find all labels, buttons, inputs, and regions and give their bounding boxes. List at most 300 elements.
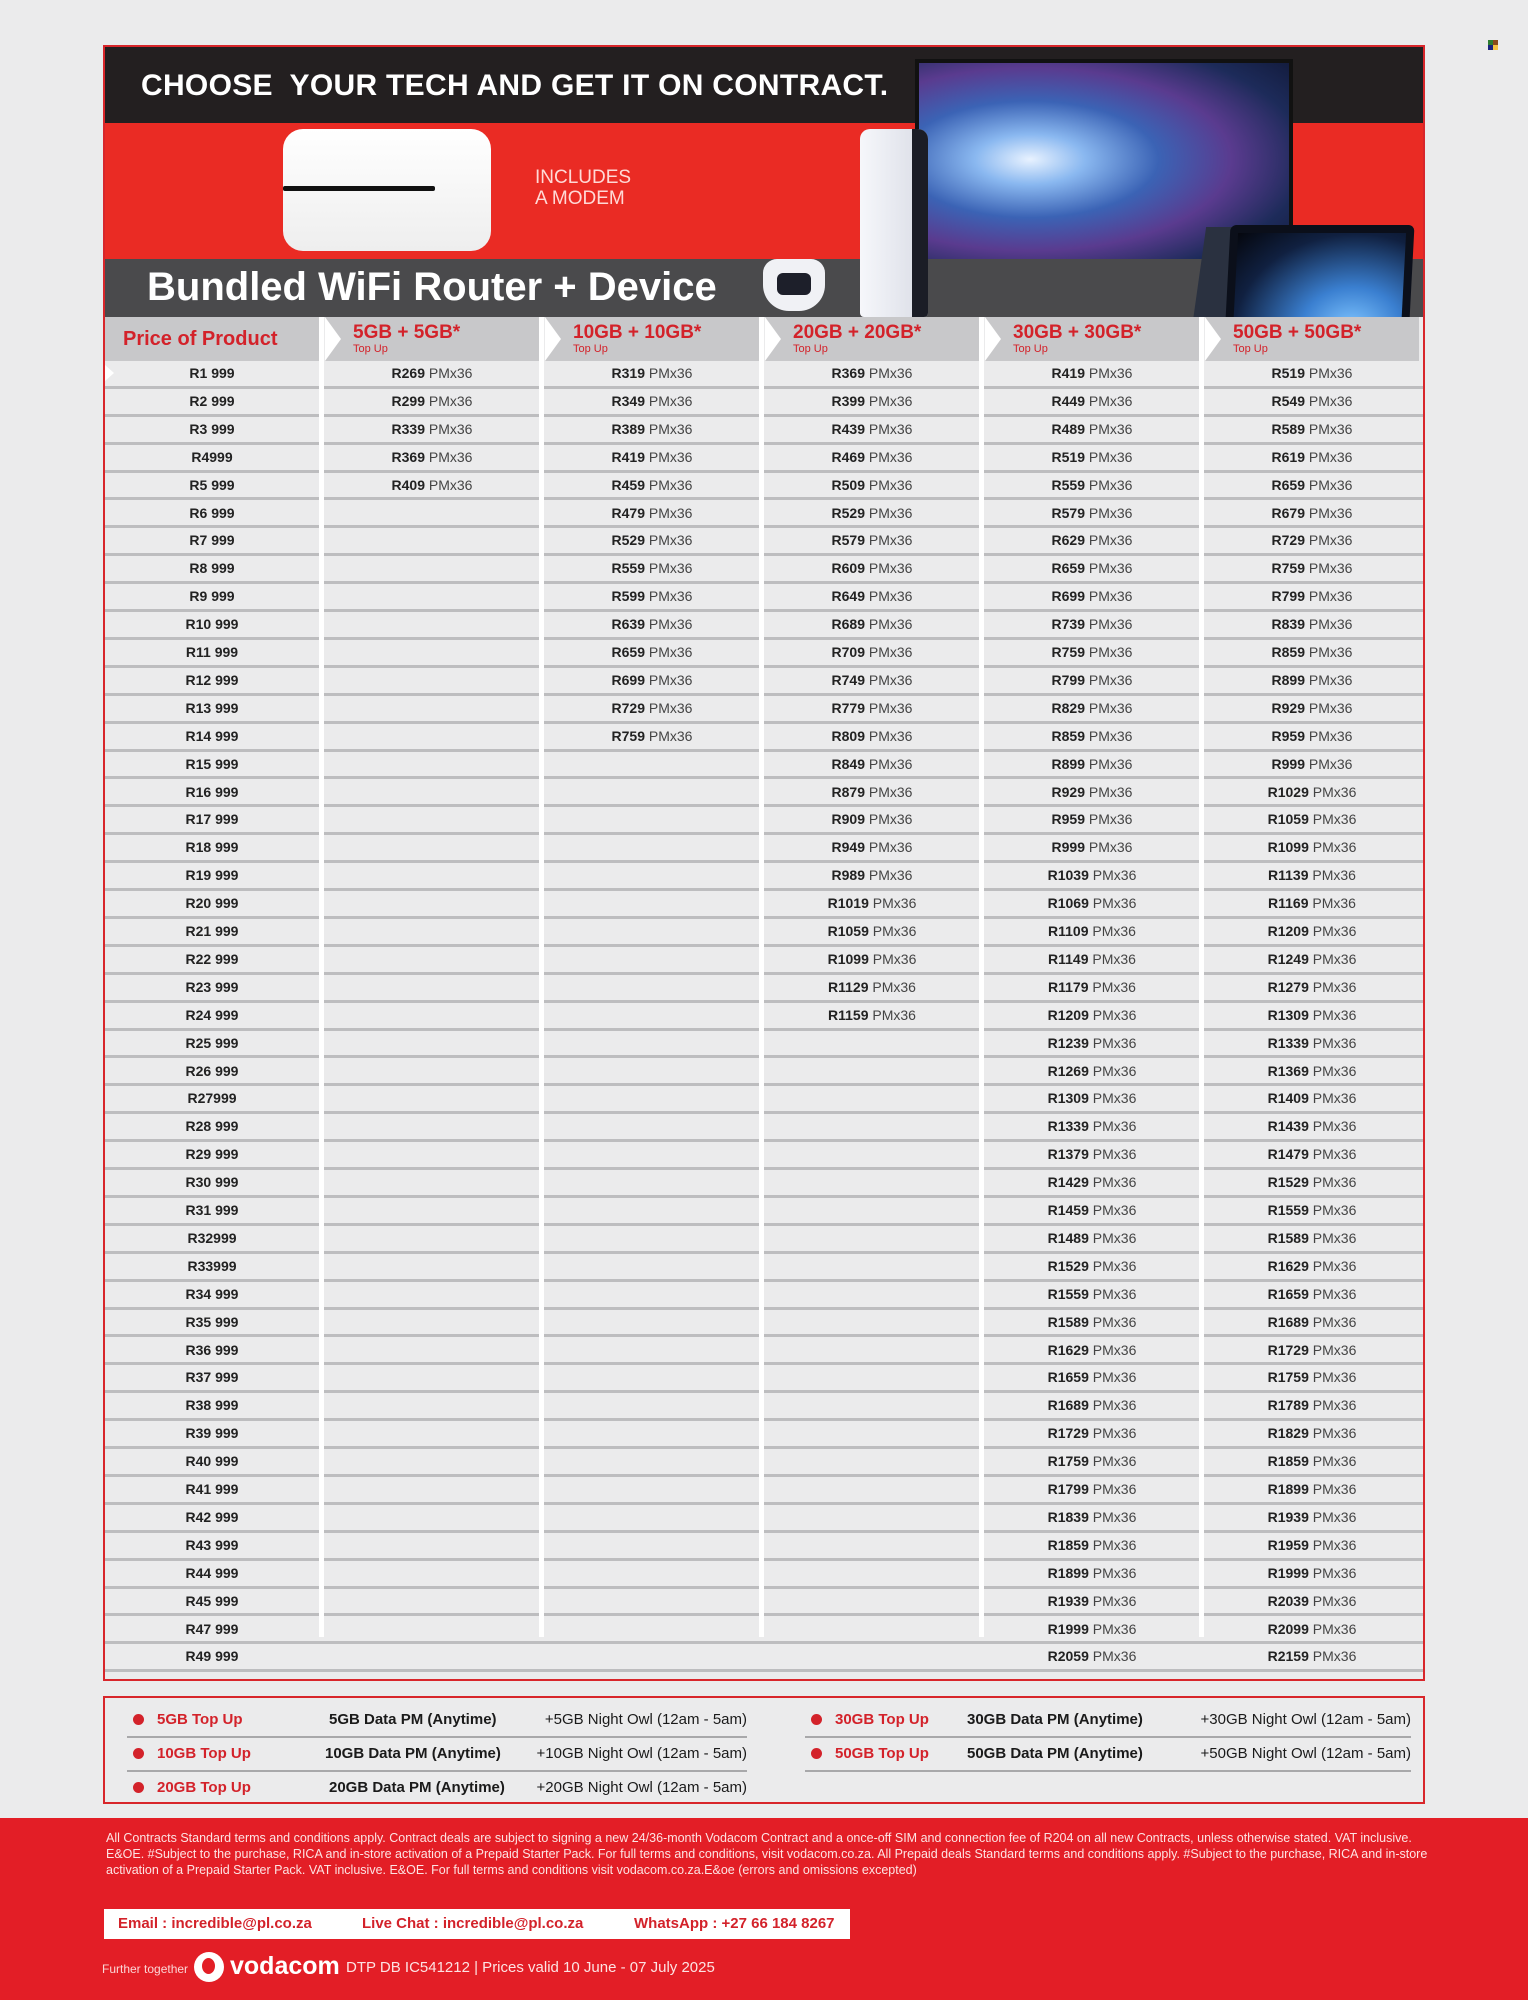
product-price: R26 999 bbox=[185, 1062, 239, 1079]
term-suffix: PMx36 bbox=[1308, 365, 1353, 381]
monthly-price-cell bbox=[1205, 835, 1419, 860]
monthly-price-cell bbox=[985, 975, 1199, 1000]
monthly-price-cell bbox=[545, 389, 759, 414]
product-price: R37 999 bbox=[185, 1369, 239, 1386]
plan-title: 5GB + 5GB* bbox=[353, 322, 461, 343]
term-suffix: PMx36 bbox=[1312, 1174, 1357, 1191]
monthly-price-cell bbox=[985, 919, 1199, 944]
monthly-amount: R749 bbox=[831, 671, 865, 688]
monthly-amount: R1379 bbox=[1047, 1146, 1089, 1163]
monthly-price-cell bbox=[985, 863, 1199, 888]
monthly-price-cell bbox=[985, 1170, 1199, 1195]
product-price: R23 999 bbox=[185, 978, 239, 995]
monthly-amount: R809 bbox=[831, 727, 865, 744]
monthly-amount: R859 bbox=[1271, 644, 1305, 660]
monthly-price-cell bbox=[1205, 1477, 1419, 1502]
plan-subtitle: Top Up bbox=[793, 343, 828, 355]
header-arrow-icon bbox=[545, 317, 561, 361]
plan-subtitle: Top Up bbox=[1013, 343, 1048, 355]
table-row bbox=[105, 417, 1423, 445]
table-row bbox=[105, 584, 1423, 612]
vodacom-logo-icon bbox=[194, 1952, 224, 1982]
monthly-amount: R2099 bbox=[1267, 1620, 1309, 1637]
monthly-price-cell bbox=[765, 724, 979, 749]
term-suffix: PMx36 bbox=[1308, 644, 1353, 660]
monthly-amount: R1339 bbox=[1267, 1034, 1309, 1051]
term-suffix: PMx36 bbox=[1088, 392, 1133, 409]
product-price: R9 999 bbox=[189, 588, 235, 605]
monthly-price-cell bbox=[545, 640, 759, 665]
vodacom-wordmark: vodacom bbox=[230, 1952, 340, 1980]
monthly-amount: R759 bbox=[1271, 560, 1305, 577]
monthly-price-cell bbox=[985, 1449, 1199, 1474]
term-suffix: PMx36 bbox=[1312, 1313, 1357, 1330]
monthly-amount: R1169 bbox=[1268, 895, 1309, 912]
table-row bbox=[105, 863, 1423, 891]
monthly-amount: R649 bbox=[831, 588, 865, 605]
legend-plan-name: 10GB Top Up bbox=[157, 1745, 251, 1762]
term-suffix: PMx36 bbox=[868, 867, 913, 884]
product-price: R32999 bbox=[187, 1229, 237, 1246]
corner-logo-icon bbox=[1488, 40, 1498, 50]
term-suffix: PMx36 bbox=[1092, 978, 1136, 995]
includes-line-2: A MODEM bbox=[535, 188, 625, 209]
term-suffix: PMx36 bbox=[1312, 1453, 1357, 1470]
term-suffix: PMx36 bbox=[1092, 1034, 1137, 1051]
product-price: R33999 bbox=[187, 1257, 237, 1274]
monthly-price-cell bbox=[985, 1505, 1199, 1530]
table-row bbox=[105, 1226, 1423, 1254]
term-suffix: PMx36 bbox=[868, 420, 913, 437]
monthly-price-cell bbox=[765, 584, 979, 609]
monthly-amount: R1239 bbox=[1047, 1034, 1089, 1051]
monthly-price-cell bbox=[325, 361, 539, 386]
term-suffix: PMx36 bbox=[1308, 420, 1353, 437]
monthly-price-cell bbox=[765, 975, 979, 1000]
term-suffix: PMx36 bbox=[1312, 1648, 1357, 1665]
term-suffix: PMx36 bbox=[1088, 448, 1133, 465]
product-price: R39 999 bbox=[185, 1425, 239, 1442]
term-suffix: PMx36 bbox=[1308, 560, 1353, 577]
term-suffix: PMx36 bbox=[648, 476, 693, 493]
monthly-price-cell bbox=[1205, 1644, 1419, 1669]
term-suffix: PMx36 bbox=[1312, 923, 1357, 939]
product-price: R41 999 bbox=[185, 1481, 239, 1497]
bullet-dot-icon bbox=[133, 1714, 144, 1725]
term-suffix: PMx36 bbox=[868, 560, 913, 577]
monthly-price-cell bbox=[1205, 1282, 1419, 1307]
term-suffix: PMx36 bbox=[648, 644, 693, 660]
monthly-amount: R619 bbox=[1271, 448, 1305, 465]
bullet-dot-icon bbox=[133, 1748, 144, 1759]
monthly-price-cell bbox=[545, 528, 759, 553]
bullet-dot-icon bbox=[811, 1748, 822, 1759]
table-header bbox=[105, 317, 1423, 361]
monthly-price-cell bbox=[1205, 1505, 1419, 1530]
monthly-price-cell bbox=[1205, 780, 1419, 805]
product-price: R12 999 bbox=[185, 671, 239, 688]
term-suffix: PMx36 bbox=[1092, 1090, 1137, 1107]
monthly-price-cell bbox=[545, 556, 759, 581]
monthly-amount: R349 bbox=[611, 392, 645, 409]
email-contact[interactable]: Email : incredible@pl.co.za bbox=[118, 1915, 312, 1932]
monthly-amount: R1839 bbox=[1047, 1508, 1089, 1525]
monthly-amount: R1459 bbox=[1047, 1202, 1089, 1218]
legend-plan-name: 5GB Top Up bbox=[157, 1711, 243, 1728]
monthly-amount: R999 bbox=[1051, 839, 1085, 856]
monthly-amount: R1529 bbox=[1047, 1257, 1089, 1274]
monthly-price-cell bbox=[545, 361, 759, 386]
header-plan-5 bbox=[1205, 317, 1419, 361]
term-suffix: PMx36 bbox=[868, 504, 913, 521]
term-suffix: PMx36 bbox=[1092, 1369, 1137, 1386]
table-row bbox=[105, 361, 1423, 389]
monthly-amount: R1689 bbox=[1267, 1313, 1309, 1330]
monthly-price-cell bbox=[1205, 1589, 1419, 1614]
monthly-amount: R549 bbox=[1271, 392, 1305, 409]
monthly-amount: R1059 bbox=[827, 923, 869, 939]
monthly-price-cell bbox=[985, 1533, 1199, 1558]
table-row bbox=[105, 975, 1423, 1003]
monthly-amount: R1109 bbox=[1048, 923, 1089, 939]
term-suffix: PMx36 bbox=[1308, 448, 1353, 465]
monthly-amount: R1139 bbox=[1268, 867, 1309, 884]
term-suffix: PMx36 bbox=[1092, 1313, 1137, 1330]
product-price: R22 999 bbox=[185, 950, 239, 967]
monthly-price-cell bbox=[1205, 1142, 1419, 1167]
term-suffix: PMx36 bbox=[1312, 1592, 1357, 1609]
wifi-modem-image bbox=[283, 129, 491, 251]
plan-subtitle: Top Up bbox=[1233, 343, 1268, 355]
monthly-price-cell bbox=[985, 389, 1199, 414]
monthly-amount: R909 bbox=[831, 811, 865, 828]
term-suffix: PMx36 bbox=[1088, 420, 1133, 437]
monthly-amount: R1859 bbox=[1047, 1536, 1089, 1553]
monthly-amount: R1409 bbox=[1267, 1090, 1309, 1107]
monthly-amount: R679 bbox=[1271, 504, 1305, 521]
product-price: R14 999 bbox=[185, 727, 239, 744]
monthly-price-cell bbox=[1205, 696, 1419, 721]
term-suffix: PMx36 bbox=[648, 560, 693, 577]
term-suffix: PMx36 bbox=[1312, 1285, 1357, 1302]
term-suffix: PMx36 bbox=[1092, 1425, 1137, 1442]
monthly-amount: R1799 bbox=[1047, 1481, 1089, 1497]
legend-item bbox=[805, 1704, 1411, 1738]
monthly-amount: R1059 bbox=[1267, 811, 1309, 828]
monthly-price-cell bbox=[765, 417, 979, 442]
monthly-price-cell bbox=[985, 807, 1199, 832]
term-suffix: PMx36 bbox=[1312, 1481, 1357, 1497]
table-row bbox=[105, 389, 1423, 417]
monthly-amount: R799 bbox=[1271, 588, 1305, 605]
term-suffix: PMx36 bbox=[648, 448, 693, 465]
monthly-amount: R1999 bbox=[1047, 1620, 1089, 1637]
monthly-amount: R1629 bbox=[1267, 1257, 1309, 1274]
term-suffix: PMx36 bbox=[1092, 1648, 1137, 1665]
monthly-amount: R689 bbox=[831, 616, 865, 633]
monthly-price-cell bbox=[985, 473, 1199, 498]
term-suffix: PMx36 bbox=[1312, 1369, 1357, 1386]
monthly-price-cell bbox=[765, 528, 979, 553]
monthly-amount: R929 bbox=[1271, 699, 1305, 716]
monthly-amount: R1129 bbox=[828, 978, 869, 995]
term-suffix: PMx36 bbox=[1088, 811, 1133, 828]
column-divider bbox=[979, 317, 984, 1637]
hero-subtitle: Bundled WiFi Router + Device bbox=[147, 265, 717, 309]
live-chat-contact[interactable]: Live Chat : incredible@pl.co.za bbox=[362, 1915, 584, 1932]
monthly-price-cell bbox=[325, 389, 539, 414]
table-row bbox=[105, 835, 1423, 863]
monthly-price-cell bbox=[1205, 473, 1419, 498]
monthly-price-cell bbox=[985, 501, 1199, 526]
term-suffix: PMx36 bbox=[428, 420, 473, 437]
term-suffix: PMx36 bbox=[1092, 1174, 1137, 1191]
whatsapp-contact[interactable]: WhatsApp : +27 66 184 8267 bbox=[634, 1915, 835, 1932]
term-suffix: PMx36 bbox=[428, 392, 473, 409]
monthly-price-cell bbox=[1205, 1365, 1419, 1390]
term-suffix: PMx36 bbox=[648, 392, 693, 409]
hero-banner bbox=[105, 47, 1423, 317]
monthly-amount: R599 bbox=[611, 588, 645, 605]
product-price: R15 999 bbox=[185, 755, 239, 772]
monthly-amount: R759 bbox=[611, 727, 645, 744]
monthly-price-cell bbox=[985, 668, 1199, 693]
table-row bbox=[105, 556, 1423, 584]
term-suffix: PMx36 bbox=[1312, 1118, 1357, 1135]
term-suffix: PMx36 bbox=[1312, 1090, 1357, 1107]
table-row bbox=[105, 528, 1423, 556]
product-price: R25 999 bbox=[185, 1034, 239, 1051]
term-suffix: PMx36 bbox=[1092, 1564, 1137, 1581]
monthly-amount: R779 bbox=[831, 699, 865, 716]
product-price: R28 999 bbox=[185, 1118, 239, 1135]
monthly-price-cell bbox=[765, 780, 979, 805]
monthly-price-cell bbox=[985, 724, 1199, 749]
term-suffix: PMx36 bbox=[1088, 839, 1133, 856]
monthly-amount: R1149 bbox=[1048, 950, 1089, 967]
product-price: R6 999 bbox=[189, 504, 235, 521]
monthly-price-cell bbox=[985, 417, 1199, 442]
monthly-amount: R459 bbox=[611, 476, 645, 493]
monthly-price-cell bbox=[1205, 361, 1419, 386]
monthly-price-cell bbox=[985, 445, 1199, 470]
monthly-amount: R1859 bbox=[1267, 1453, 1309, 1470]
table-row bbox=[105, 1617, 1423, 1645]
term-suffix: PMx36 bbox=[1308, 616, 1353, 633]
monthly-price-cell bbox=[985, 1561, 1199, 1586]
monthly-price-cell bbox=[1205, 584, 1419, 609]
table-row bbox=[105, 780, 1423, 808]
monthly-amount: R1069 bbox=[1047, 895, 1089, 912]
monthly-price-cell bbox=[1205, 807, 1419, 832]
monthly-price-cell bbox=[765, 752, 979, 777]
monthly-amount: R1959 bbox=[1267, 1536, 1309, 1553]
monthly-amount: R739 bbox=[1051, 616, 1085, 633]
term-suffix: PMx36 bbox=[1092, 1536, 1137, 1553]
table-row bbox=[105, 1170, 1423, 1198]
monthly-amount: R519 bbox=[1051, 448, 1085, 465]
table-row bbox=[105, 501, 1423, 529]
monthly-amount: R1439 bbox=[1267, 1118, 1309, 1135]
monthly-amount: R1629 bbox=[1047, 1341, 1089, 1358]
terms-and-conditions: All Contracts Standard terms and conditions apply. Contract deals are subject to signing a new 24/36-month Vodacom Contract and a once-off SIM and connection fee of R204 on all new Contracts, unless otherwise stated. VAT inclusive. E&OE. #Subject to the purchase, RICA and in-store activation of a Prepaid Starter Pack. For full terms and conditions, visit vodacom.co.za. All Prepaid deals Standard terms and conditions apply. #Subject to the purchase, RICA and in-store activation of a Prepaid Starter Pack. VAT inclusive. E&OE. For full terms and conditions visit vodacom.co.za.E&oe (errors and omissions excepted) bbox=[106, 1831, 1428, 1877]
monthly-price-cell bbox=[765, 501, 979, 526]
term-suffix: PMx36 bbox=[1092, 1118, 1137, 1135]
monthly-price-cell bbox=[985, 891, 1199, 916]
column-divider bbox=[319, 317, 324, 1637]
monthly-price-cell bbox=[765, 361, 979, 386]
monthly-amount: R1099 bbox=[1267, 839, 1309, 856]
monthly-price-cell bbox=[1205, 389, 1419, 414]
term-suffix: PMx36 bbox=[1312, 950, 1357, 967]
monthly-price-cell bbox=[1205, 1198, 1419, 1223]
monthly-price-cell bbox=[985, 780, 1199, 805]
monthly-price-cell bbox=[1205, 863, 1419, 888]
monthly-price-cell bbox=[765, 556, 979, 581]
monthly-amount: R1029 bbox=[1267, 783, 1309, 800]
monthly-price-cell bbox=[985, 1617, 1199, 1642]
monthly-price-cell bbox=[985, 1031, 1199, 1056]
monthly-price-cell bbox=[545, 612, 759, 637]
column-divider bbox=[539, 317, 544, 1637]
table-row bbox=[105, 640, 1423, 668]
monthly-price-cell bbox=[765, 696, 979, 721]
monthly-price-cell bbox=[985, 1421, 1199, 1446]
header-plan-4 bbox=[985, 317, 1199, 361]
term-suffix: PMx36 bbox=[872, 978, 916, 995]
product-price: R27999 bbox=[187, 1090, 237, 1107]
monthly-price-cell bbox=[1205, 1170, 1419, 1195]
header-plan-1 bbox=[325, 317, 539, 361]
monthly-price-cell bbox=[985, 1365, 1199, 1390]
monthly-price-cell bbox=[1205, 1059, 1419, 1084]
convertible-laptop-image bbox=[1223, 225, 1414, 317]
monthly-price-cell bbox=[1205, 668, 1419, 693]
term-suffix: PMx36 bbox=[1092, 895, 1137, 912]
monthly-price-cell bbox=[1205, 1114, 1419, 1139]
product-price: R30 999 bbox=[185, 1174, 239, 1191]
legend-plan-name: 50GB Top Up bbox=[835, 1745, 929, 1762]
term-suffix: PMx36 bbox=[1312, 1397, 1357, 1414]
term-suffix: PMx36 bbox=[1088, 365, 1133, 381]
product-price: R36 999 bbox=[185, 1341, 239, 1358]
table-row bbox=[105, 752, 1423, 780]
monthly-amount: R2039 bbox=[1267, 1592, 1309, 1609]
term-suffix: PMx36 bbox=[1312, 978, 1357, 995]
monthly-amount: R559 bbox=[611, 560, 645, 577]
product-price: R43 999 bbox=[185, 1536, 239, 1553]
monthly-amount: R709 bbox=[831, 644, 865, 660]
monthly-amount: R899 bbox=[1271, 671, 1305, 688]
term-suffix: PMx36 bbox=[1092, 1062, 1137, 1079]
monthly-price-cell bbox=[765, 389, 979, 414]
plan-subtitle: Top Up bbox=[573, 343, 608, 355]
monthly-price-cell bbox=[985, 1254, 1199, 1279]
monthly-price-cell bbox=[1205, 752, 1419, 777]
table-row bbox=[105, 1533, 1423, 1561]
monthly-price-cell bbox=[985, 361, 1199, 386]
term-suffix: PMx36 bbox=[868, 476, 913, 493]
monthly-price-cell bbox=[765, 919, 979, 944]
term-suffix: PMx36 bbox=[648, 420, 693, 437]
term-suffix: PMx36 bbox=[1092, 1006, 1137, 1023]
legend-item bbox=[127, 1738, 747, 1772]
term-suffix: PMx36 bbox=[1088, 783, 1133, 800]
table-row bbox=[105, 1421, 1423, 1449]
monthly-amount: R1689 bbox=[1047, 1397, 1089, 1414]
term-suffix: PMx36 bbox=[1312, 1564, 1357, 1581]
table-row bbox=[105, 1254, 1423, 1282]
tagline: Further together bbox=[102, 1962, 189, 1976]
product-price: R45 999 bbox=[185, 1592, 239, 1609]
term-suffix: PMx36 bbox=[868, 839, 913, 856]
monthly-price-cell bbox=[765, 1003, 979, 1028]
term-suffix: PMx36 bbox=[648, 727, 693, 744]
legend-night-owl: +50GB Night Owl (12am - 5am) bbox=[1200, 1745, 1411, 1762]
table-row bbox=[105, 891, 1423, 919]
term-suffix: PMx36 bbox=[868, 811, 913, 828]
product-price: R21 999 bbox=[185, 923, 239, 939]
term-suffix: PMx36 bbox=[1312, 1341, 1357, 1358]
header-arrow-icon bbox=[985, 317, 1001, 361]
monthly-amount: R829 bbox=[1051, 699, 1085, 716]
monthly-amount: R1759 bbox=[1047, 1453, 1089, 1470]
monthly-amount: R899 bbox=[1051, 755, 1085, 772]
monthly-amount: R449 bbox=[1051, 392, 1085, 409]
term-suffix: PMx36 bbox=[1308, 755, 1353, 772]
monthly-amount: R1209 bbox=[1047, 1006, 1089, 1023]
monthly-price-cell bbox=[1205, 556, 1419, 581]
table-row bbox=[105, 1114, 1423, 1142]
legend-night-owl: +10GB Night Owl (12am - 5am) bbox=[536, 1745, 747, 1762]
column-divider bbox=[1199, 317, 1204, 1637]
monthly-price-cell bbox=[1205, 1086, 1419, 1111]
table-row bbox=[105, 668, 1423, 696]
monthly-price-cell bbox=[985, 696, 1199, 721]
product-price: R44 999 bbox=[185, 1564, 239, 1581]
monthly-price-cell bbox=[1205, 612, 1419, 637]
legend-night-owl: +20GB Night Owl (12am - 5am) bbox=[536, 1779, 747, 1796]
term-suffix: PMx36 bbox=[1088, 504, 1133, 521]
legend-anytime-data: 20GB Data PM (Anytime) bbox=[329, 1779, 505, 1796]
monthly-price-cell bbox=[545, 445, 759, 470]
term-suffix: PMx36 bbox=[648, 616, 693, 633]
monthly-amount: R1589 bbox=[1047, 1313, 1089, 1330]
table-row bbox=[105, 1644, 1423, 1672]
monthly-amount: R509 bbox=[831, 476, 865, 493]
term-suffix: PMx36 bbox=[1092, 1341, 1137, 1358]
table-row bbox=[105, 1449, 1423, 1477]
term-suffix: PMx36 bbox=[1088, 532, 1133, 549]
legend-anytime-data: 50GB Data PM (Anytime) bbox=[967, 1745, 1143, 1762]
table-row bbox=[105, 1477, 1423, 1505]
legend-item bbox=[127, 1704, 747, 1738]
term-suffix: PMx36 bbox=[1308, 727, 1353, 744]
term-suffix: PMx36 bbox=[1312, 1202, 1357, 1218]
term-suffix: PMx36 bbox=[872, 923, 917, 939]
product-price: R10 999 bbox=[185, 616, 239, 633]
monthly-amount: R699 bbox=[1051, 588, 1085, 605]
monthly-amount: R659 bbox=[1271, 476, 1305, 493]
product-price: R1 999 bbox=[189, 365, 235, 381]
table-row bbox=[105, 807, 1423, 835]
monthly-amount: R659 bbox=[1051, 560, 1085, 577]
monthly-amount: R2159 bbox=[1267, 1648, 1309, 1665]
header-plan-2 bbox=[545, 317, 759, 361]
product-price: R3 999 bbox=[189, 420, 235, 437]
monthly-price-cell bbox=[985, 1003, 1199, 1028]
monthly-amount: R1429 bbox=[1047, 1174, 1089, 1191]
